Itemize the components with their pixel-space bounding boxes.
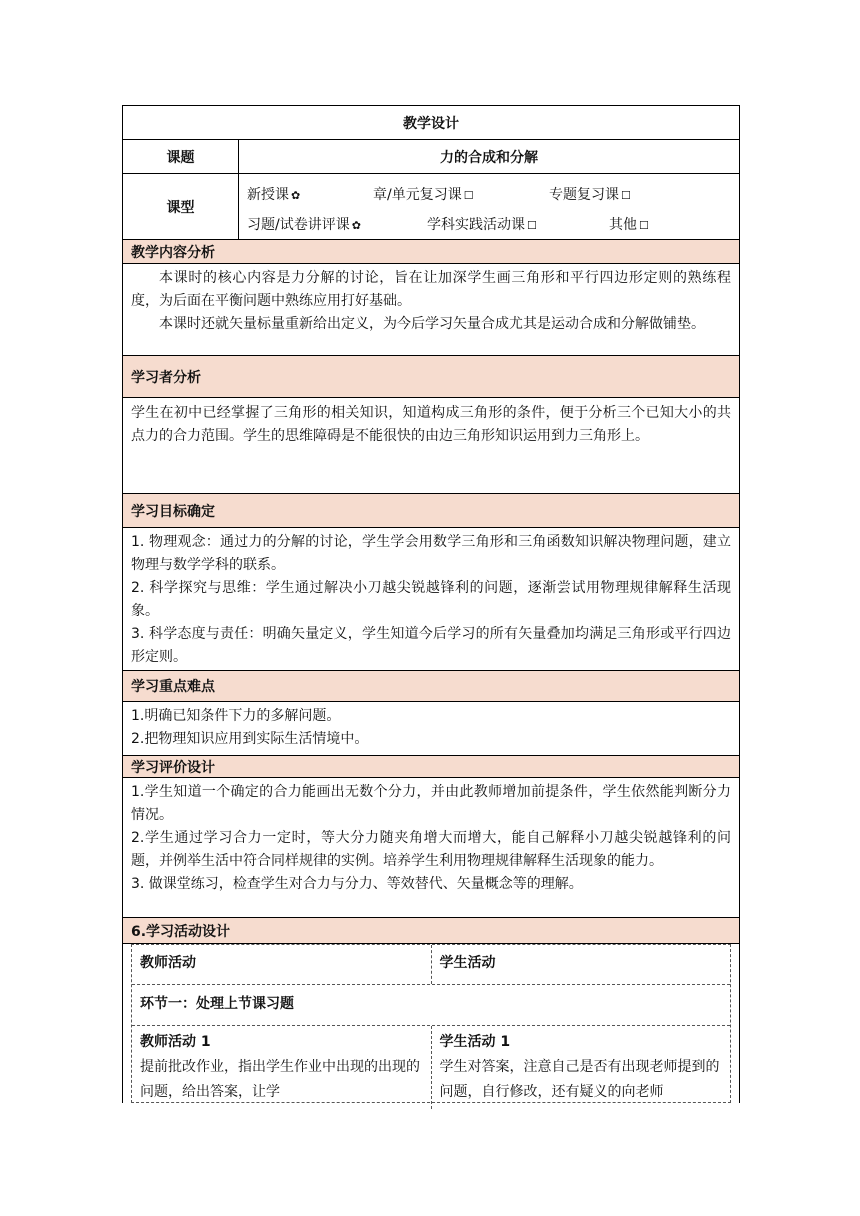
paragraph: 2.把物理知识应用到实际生活情境中。 [131, 731, 369, 747]
lesson-plan-table [122, 105, 740, 1103]
checkbox-icon: ☐ [639, 219, 649, 232]
activity-row [132, 1026, 730, 1109]
lesson-type-option[interactable]: 其他 ☐ [609, 217, 649, 233]
activities-area [123, 944, 739, 1103]
paragraph: 1.学生知道一个确定的合力能画出无数个分力，并由此教师增加前提条件，学生依然能判断分力情况。 [131, 784, 731, 823]
checkbox-icon: ☐ [463, 189, 474, 202]
paragraph: 2.学生通过学习合力一定时，等大分力随夹角增大而增大，能自己解释小刀越尖锐越锋利的问题，并例举生活中符合同样规律的实例。培养学生利用物理规律解释生活现象的能力。 [131, 830, 731, 869]
paragraph: 1. 物理观念：通过力的分解的讨论，学生学会用数学三角形和三角函数知识解决物理问题，建立物理与数学学科的联系。 [131, 534, 731, 573]
learner-analysis-body [123, 398, 739, 494]
lesson-type-label: 课型 [123, 174, 239, 239]
student-activity-cell [431, 1026, 731, 1109]
objectives-body [123, 528, 739, 671]
stage-title: 环节一：处理上节课习题 [140, 996, 294, 1012]
paragraph: 1.明确已知条件下力的多解问题。 [131, 708, 341, 724]
stage-row [132, 985, 730, 1026]
lesson-type-options [239, 174, 739, 239]
key-points-header: 学习重点难点 [123, 671, 739, 702]
checkbox-icon: ☐ [527, 219, 537, 232]
lesson-type-option[interactable]: 习题/试卷讲评课 ✿ [247, 217, 361, 233]
student-activity-text: 学生对答案，注意自己是否有出现老师提到的问题，自行修改，还有疑义的向老师 [439, 1059, 720, 1100]
evaluation-header: 学习评价设计 [123, 756, 739, 778]
checked-flower-icon: ✿ [291, 189, 301, 202]
paragraph: 本课时还就矢量标量重新给出定义，为今后学习矢量合成尤其是运动合成和分解做铺垫。 [159, 316, 705, 332]
teacher-activity-cell [132, 1026, 431, 1109]
paragraph: 本课时的核心内容是力分解的讨论，旨在让加深学生画三角形和平行四边形定则的熟练程度，为后面在平衡问题中熟练应用打好基础。 [131, 270, 731, 309]
lesson-type-option[interactable]: 学科实践活动课 ☐ [427, 217, 537, 233]
activities-table [131, 944, 731, 1103]
student-col-header: 学生活动 [431, 945, 731, 984]
teacher-col-header: 教师活动 [140, 955, 196, 971]
lesson-type-option[interactable]: 新授课 ✿ [247, 187, 301, 203]
topic-value: 力的合成和分解 [440, 149, 538, 166]
paragraph: 2. 科学探究与思维：学生通过解决小刀越尖锐越锋利的问题，逐渐尝试用物理规律解释生活现象。 [131, 580, 731, 619]
topic-row [123, 140, 739, 174]
lesson-type-option[interactable]: 专题复习课 ☐ [549, 187, 631, 203]
lesson-type-row [123, 174, 739, 240]
student-activity-title: 学生活动 1 [439, 1034, 511, 1050]
paragraph: 学生在初中已经掌握了三角形的相关知识，知道构成三角形的条件，便于分析三个已知大小的共点力的合力范围。学生的思维障碍是不能很快的由边三角形知识运用到力三角形上。 [131, 405, 731, 444]
teacher-activity-text: 提前批改作业，指出学生作业中出现的出现的问题，给出答案，让学 [140, 1059, 420, 1100]
content-analysis-body [123, 264, 739, 356]
objectives-header: 学习目标确定 [123, 494, 739, 528]
teacher-activity-title: 教师活动 1 [140, 1034, 211, 1050]
evaluation-body [123, 778, 739, 918]
paragraph: 3. 科学态度与责任：明确矢量定义，学生知道今后学习的所有矢量叠加均满足三角形或平行四边形定则。 [131, 626, 731, 665]
checked-flower-icon: ✿ [351, 219, 361, 232]
checkbox-icon: ☐ [621, 189, 631, 202]
learner-analysis-header: 学习者分析 [123, 356, 739, 398]
activities-header: 6.学习活动设计 [123, 918, 739, 944]
paragraph: 3. 做课堂练习，检查学生对合力与分力、等效替代、矢量概念等的理解。 [131, 876, 583, 892]
key-points-body [123, 702, 739, 756]
lesson-type-option[interactable]: 章/单元复习课 ☐ [373, 187, 474, 203]
activities-col-headers [132, 945, 730, 985]
doc-title: 教学设计 [123, 106, 739, 140]
topic-label: 课题 [123, 140, 239, 173]
content-analysis-header: 教学内容分析 [123, 240, 739, 264]
